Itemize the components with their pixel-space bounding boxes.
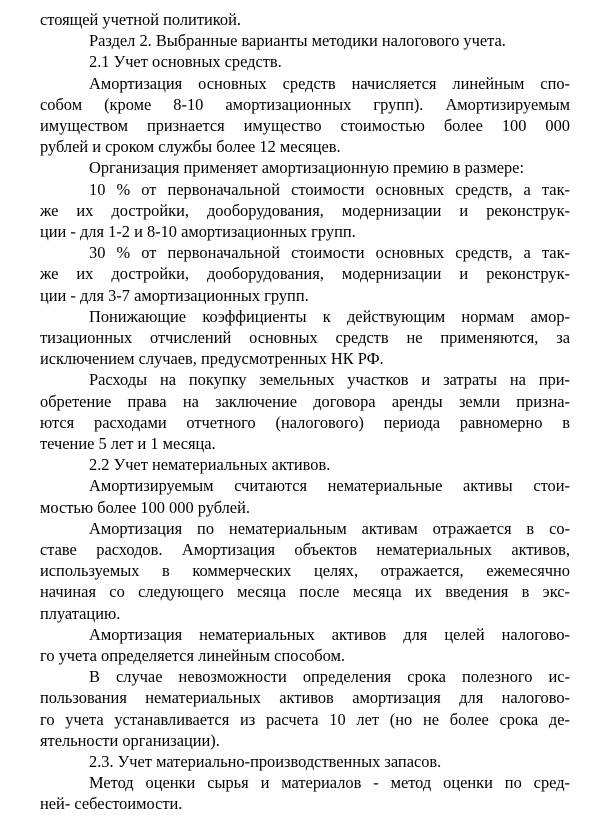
text-line: рублей и сроком службы более 12 месяцев. [40,137,341,157]
text-line: Амортизация по нематериальным активам отражается в со- [89,518,570,538]
text-line: го учета устанавливается из расчета 10 лет (но не более срока де- [40,709,570,729]
text-line: Амортизируемым считаются нематериальные активы стои- [89,476,570,496]
text-line: мостью более 100 000 рублей. [40,497,250,517]
text-line: го учета определяется линейным способом. [40,646,345,665]
text-line: же их достройки, дооборудования, модернизации и реконструк- [40,200,570,220]
text-line: Раздел 2. Выбранные варианты методики налогового учета. [89,31,506,51]
text-line: начиная со следующего месяца после месяца их введения в экс- [40,582,570,602]
text-line: тизационных отчислений основных средств не применяются, за [40,328,570,347]
text-line: пользования нематериальных активов амортизация для налогово- [40,688,570,708]
text-line: течение 5 лет и 1 месяца. [40,434,216,453]
text-line: стоящей учетной политикой. [40,10,241,29]
text-line: ются расходами отчетного (налогового) периода равномерно в [40,412,570,432]
text-line: ятельности организации). [40,730,220,750]
text-line: 2.1 Учет основных средств. [89,52,282,72]
text-line: В случае невозможности определения срока полезного ис- [89,667,570,687]
text-line: плуатацию. [40,603,121,623]
text-line: используемых в коммерческих целях, отражается, ежемесячно [40,561,570,581]
text-line: обретение права на заключение договора аренды земли призна- [40,391,570,411]
text-line: Амортизация нематериальных активов для целей налогово- [89,624,570,644]
text-line: Понижающие коэффициенты к действующим нормам амор- [89,306,570,326]
text-line: исключением случаев, предусмотренных НК РФ. [40,349,384,369]
text-line: ции - для 3-7 амортизационных групп. [40,285,309,305]
text-line: 2.2 Учет нематериальных активов. [89,455,331,475]
text-line: имуществом признается имущество стоимостью более 100 000 [40,116,570,135]
text-line: Расходы на покупку земельных участков и затраты на при- [89,370,570,390]
text-line: ции - для 1-2 и 8-10 амортизационных групп. [40,222,356,241]
text-line: 10 % от первоначальной стоимости основных средств, а так- [89,179,570,199]
text-line: ставе расходов. Амортизация объектов нематериальных активов, [40,540,570,559]
text-line: Метод оценки сырья и материалов - метод оценки по сред- [89,773,570,793]
text-line: собом (кроме 8-10 амортизационных групп). Амортизируемым [40,94,570,114]
text-line: Организация применяет амортизационную премию в размере: [89,158,525,178]
text-line: же их достройки, дооборудования, модернизации и реконструк- [40,264,570,284]
text-line: Амортизация основных средств начисляется линейным спо- [89,73,570,93]
text-line: 2.3. Учет материально-производственных запасов. [89,752,442,771]
text-line: 30 % от первоначальной стоимости основных средств, а так- [89,243,570,263]
text-line: ней- себестоимости. [40,794,183,814]
